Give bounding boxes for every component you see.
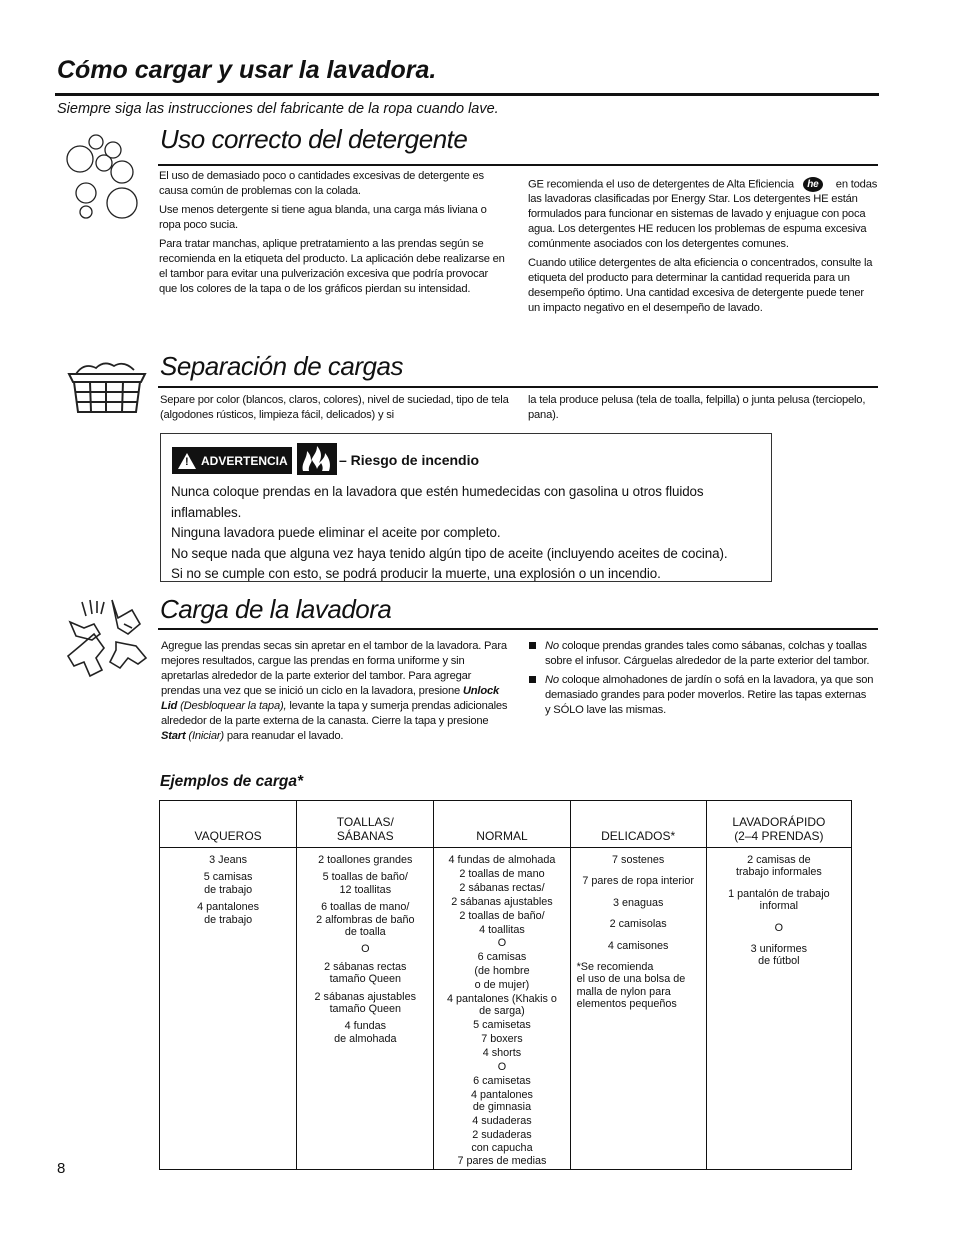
he-text-before: GE recomienda el uso de detergentes de Alta Eficiencia [528, 178, 794, 191]
page-subtitle: Siempre siga las instrucciones del fabricante de la ropa cuando lave. [57, 101, 499, 117]
list-item: 4 shorts [482, 1047, 522, 1060]
laundry-basket-icon [66, 358, 148, 416]
table-header-row [160, 801, 852, 848]
list-item: O [774, 921, 784, 934]
table-cell-lavadorapido [706, 848, 851, 1170]
bullet-text: coloque prendas grandes tales como sábanas, colchas y toallas sobre el infusor. Cárguelas alrededor de la parte exterior del tambor. [545, 640, 870, 667]
warning-lines [171, 482, 766, 585]
loading-bullets [529, 639, 874, 722]
warning-badge [172, 447, 292, 474]
table-cell-vaqueros [160, 848, 297, 1170]
delicates-footnote: *Se recomienda el uso de una bolsa de malla de nylon para elementos pequeños [576, 961, 686, 1011]
list-item: 2 sábanas ajustables tamaño Queen [314, 990, 416, 1016]
sorting-left-text: Separe por color (blancos, claros, colores), nivel de suciedad, tipo de tela (algodones rústicos, limpieza fácil, delicados) y si [160, 394, 509, 421]
loading-rule [158, 628, 878, 630]
list-item: (de hombre [474, 965, 530, 978]
list-item: O [497, 1061, 507, 1074]
list-item: 4 sudaderas [472, 1115, 532, 1128]
page-number: 8 [57, 1160, 66, 1177]
load-examples-table [159, 800, 852, 1170]
list-item: 1 pantalón de trabajo informal [728, 887, 830, 913]
list-item: 6 camisetas [473, 1075, 531, 1087]
column-header: VAQUEROS [160, 801, 297, 848]
table-cell-delicados [570, 848, 706, 1170]
list-item: 3 Jeans [209, 854, 247, 866]
list-item: 5 camisas de trabajo [203, 871, 253, 896]
examples-title: Ejemplos de carga* [160, 773, 304, 790]
column-header: DELICADOS* [570, 801, 706, 848]
sorting-right-text: la tela produce pelusa (tela de toalla, felpilla) o junta pelusa (terciopelo, pana). [528, 394, 866, 421]
bullet-square-icon [529, 642, 536, 649]
warning-triangle-icon: ! [178, 453, 196, 469]
column-header: NORMAL [434, 801, 570, 848]
list-item: 2 camisas de trabajo informales [735, 854, 822, 879]
list-item: 3 uniformes de fútbol [750, 943, 808, 968]
fire-icon [297, 443, 337, 475]
list-item: 4 pantalones de gimnasia [471, 1088, 533, 1114]
list-item: 7 pares de ropa interior [582, 875, 694, 888]
list-item: 2 camisolas [609, 918, 667, 931]
list-item: 4 camisones [607, 939, 669, 952]
bubbles-icon [62, 133, 140, 223]
he-paragraph [528, 177, 878, 252]
column-header: LAVADORÁPIDO (2–4 PRENDAS) [706, 801, 851, 848]
detergent-right-column [528, 177, 878, 320]
list-item: 2 sábanas rectas tamaño Queen [324, 960, 407, 986]
loading-text-c: para reanudar el lavado. [226, 730, 344, 742]
list-item: 6 camisas [477, 951, 527, 964]
bullet-square-icon [529, 676, 536, 683]
list-item: 4 pantalones (Khakis o de sarga) [447, 993, 557, 1018]
loading-text-a: Agregue las prendas secas sin apretar en el tambor de la lavadora. Para mejores resultados, cargue las prendas en forma uniforme y sin apretarlas alrededor de la parte exterior del tambor. Para agregar prendas una vez que se inició un ciclo en la lavadora, presione [161, 640, 507, 697]
list-item: 5 camisetas [473, 1019, 531, 1032]
sorting-title: Separación de cargas [160, 351, 403, 381]
list-item: 7 pares de medias [457, 1155, 547, 1168]
list-item: 3 enaguas [612, 896, 664, 909]
loading-clothes-icon [66, 598, 154, 680]
detergent-paragraph: Cuando utilice detergentes de alta eficiencia o concentrados, consulte la etiqueta del producto para determinar la cantidad requerida para un desempeño óptimo. Una cantidad excesiva de detergente puede tener un impacto negativo en el desempeño de lavado. [528, 257, 873, 315]
bullet-item [529, 639, 874, 669]
list-item: 6 toallas de mano/ 2 alfombras de baño de toalla [316, 901, 415, 939]
list-item: 2 toallones grandes [318, 854, 413, 866]
list-item: 5 toallas de baño/ 12 toallitas [322, 871, 408, 896]
title-rule [55, 93, 879, 96]
start-translation: (Iniciar) [188, 730, 224, 742]
loading-paragraph [161, 639, 509, 744]
he-text-after: en todas las lavadoras clasificadas por Energy Star. Los detergentes HE están formulados para funcionar en sistemas de lavado y enjuague con poca agua. Los detergentes HE reducen los problemas de espuma excesiva comúnmente asociados con los detergentes comunes. [528, 178, 878, 251]
unlock-lid-translation: (Desbloquear la tapa), [180, 700, 287, 712]
list-item: 4 fundas de almohada [448, 854, 556, 866]
list-item: 2 sábanas ajustables [451, 895, 553, 908]
list-item: 2 toallas de mano [459, 867, 545, 880]
column-header: TOALLAS/ SÁBANAS [297, 801, 434, 848]
list-item: 4 fundas de almohada [334, 1020, 397, 1045]
table-row [160, 848, 852, 1170]
list-item: 2 toallas de baño/ [459, 909, 545, 922]
list-item: 4 pantalones de trabajo [197, 901, 260, 926]
bullet-no: No [545, 640, 559, 652]
list-item: 7 boxers [481, 1033, 523, 1046]
list-item: O [361, 943, 370, 956]
sorting-rule [158, 386, 878, 388]
list-item: 2 sábanas rectas/ [459, 881, 545, 894]
loading-title: Carga de la lavadora [160, 594, 392, 624]
fire-warning-box [160, 433, 772, 582]
list-item: 7 sostenes [612, 854, 665, 866]
list-item: o de mujer) [474, 979, 530, 992]
table-cell-toallas [297, 848, 434, 1170]
bullet-text: coloque almohadones de jardín o sofá en la lavadora, ya que son demasiado grandes para poder moverlos. Retire las tapas externas y SÓLO lave las mismas. [545, 674, 874, 716]
bullet-item [529, 673, 874, 718]
detergent-title: Uso correcto del detergente [160, 124, 468, 154]
bullet-no: No [545, 674, 559, 686]
he-logo-icon: he [803, 177, 823, 192]
warning-line: Si no se cumple con esto, se podrá producir la muerte, una explosión o un incendio. [171, 566, 661, 581]
list-item: 2 sudaderas con capucha [471, 1129, 533, 1154]
detergent-left-column [159, 169, 509, 301]
unlock-lid-label: Unlock Lid [161, 685, 500, 712]
detergent-paragraph: Use menos detergente si tiene agua blanda, una carga más liviana o ropa poco sucia. [159, 204, 487, 231]
table-cell-normal [434, 848, 570, 1170]
detergent-paragraph: Para tratar manchas, aplique pretratamiento a las prendas según se recomienda en la etiqueta del producto. La aplicación debe realizarse en el tambor para evitar una pulverización excesiva que podría provocar que los colores de la tapa o de los gráficos pierdan su intensidad. [159, 238, 505, 295]
warning-line: No seque nada que alguna vez haya tenido algún tipo de aceite (incluyendo aceites de cocina). [171, 545, 728, 561]
loading-text-b: levante la tapa y sumerja prendas adicionales alrededor de la parte externa de la canasta. Cierre la tapa y presione [161, 700, 508, 727]
warning-line: Ninguna lavadora puede eliminar el aceite por completo. [171, 525, 501, 540]
warning-line: Nunca coloque prendas en la lavadora que estén humedecidas con gasolina u otros fluidos inflamables. [171, 484, 704, 520]
detergent-rule [158, 164, 878, 166]
warning-title: – Riesgo de incendio [339, 452, 480, 468]
list-item: O [497, 937, 507, 950]
detergent-paragraph: El uso de demasiado poco o cantidades excesivas de detergente es causa común de problemas con la colada. [159, 170, 484, 197]
warning-badge-label: ADVERTENCIA [201, 453, 288, 468]
start-label: Start [161, 730, 186, 742]
list-item: 4 toallitas [479, 923, 525, 936]
page-title: Cómo cargar y usar la lavadora. [57, 56, 437, 84]
